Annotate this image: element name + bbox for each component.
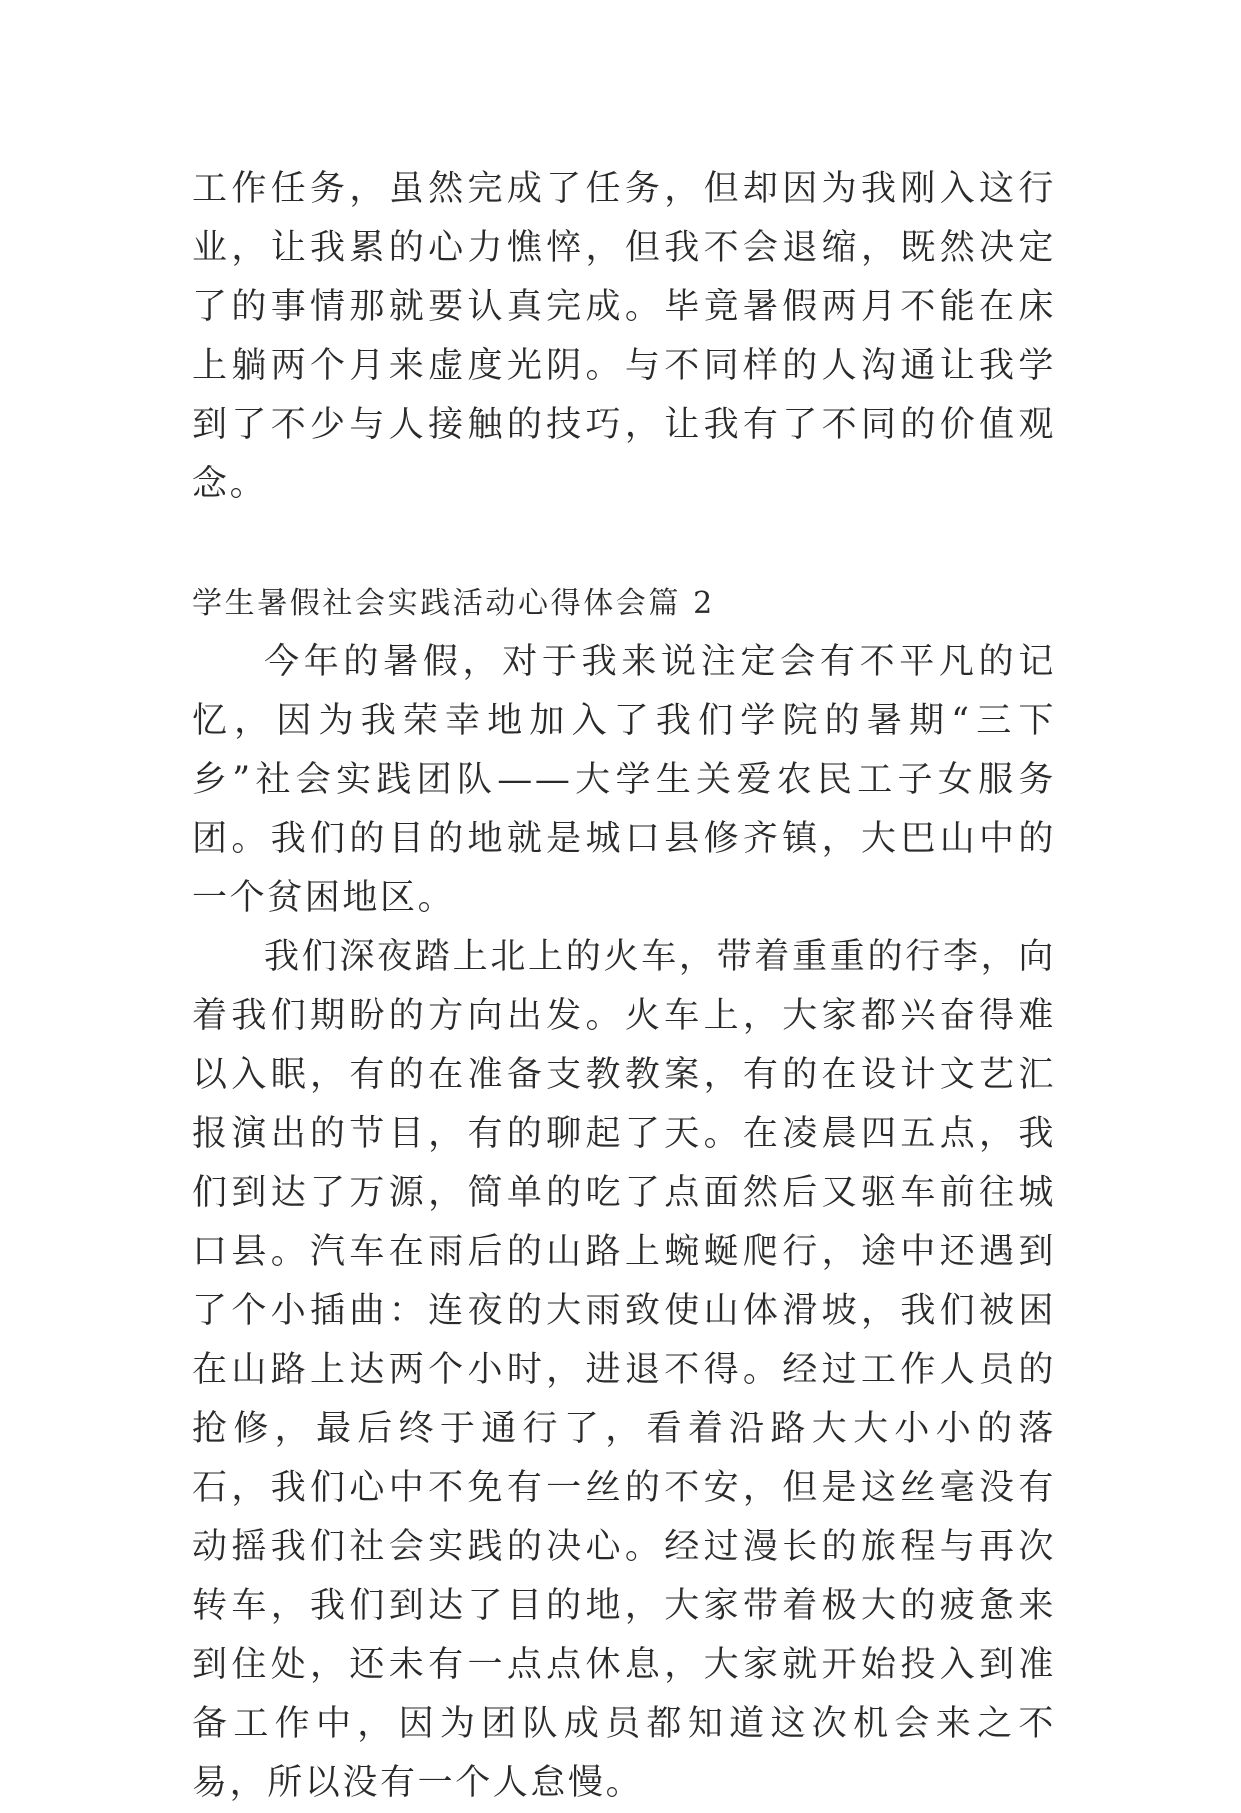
paragraph-1: 今年的暑假，对于我来说注定会有不平凡的记忆，因为我荣幸地加入了我们学院的暑期“三下乡”社会实践团队——大学生关爱农民工子女服务团。我们的目的地就是城口县修齐镇，大巴山中的一个贫困地区。 [192,642,1056,918]
paragraph-2: 我们深夜踏上北上的火车，带着重重的行李，向着我们期盼的方向出发。火车上，大家都兴奋得难以入眠，有的在准备支教教案，有的在设计文艺汇报演出的节目，有的聊起了天。在凌晨四五点，我们到达了万源，简单的吃了点面然后又驱车前往城口县。汽车在雨后的山路上蜿蜒爬行，途中还遇到了个小插曲：连夜的大雨致使山体滑坡，我们被困在山路上达两个小时，进退不得。经过工作人员的抢修，最后终于通行了，看着沿路大大小小的落石，我们心中不免有一丝的不安，但是这丝毫没有动摇我们社会实践的决心。经过漫长的旅程与再次转车，我们到达了目的地，大家带着极大的疲惫来到住处，还未有一点点休息，大家就开始投入到准备工作中，因为团队成员都知道这次机会来之不易，所以没有一个人怠慢。 [192,937,1056,1803]
section-title: 学生暑假社会实践活动心得体会篇 2 [192,586,715,621]
paragraph-continued: 工作任务，虽然完成了任务，但却因为我刚入这行业，让我累的心力憔悴，但我不会退缩，既然决定了的事情那就要认真完成。毕竟暑假两月不能在床上躺两个月来虚度光阴。与不同样的人沟通让我学到了不少与人接触的技巧，让我有了不同的价值观念。 [192,169,1056,504]
document-body [192,160,1056,1813]
